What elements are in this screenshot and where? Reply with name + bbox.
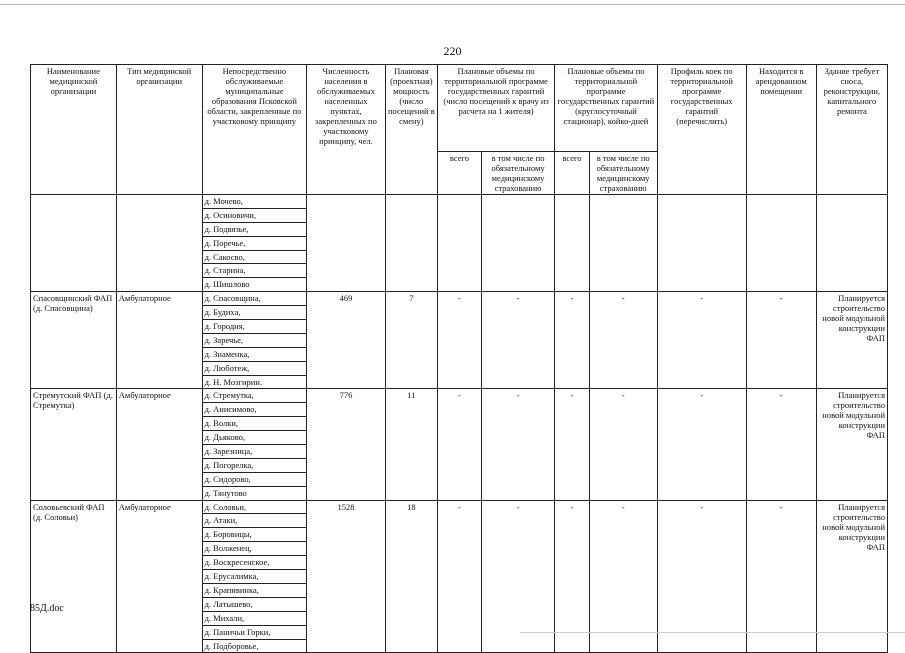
scan-edge-top	[0, 4, 905, 5]
cell-hospital-oms: -	[589, 292, 657, 389]
village-name: д. Н. Мозгирин.	[204, 376, 263, 387]
village-name: д. Зарезница,	[203, 445, 307, 459]
village-name: д. Воскресенское,	[203, 556, 307, 570]
header-bed-profile: Профиль коек по территориальной программе государственных гарантий (перечислить)	[657, 65, 746, 195]
village-name: д. Мочево,	[203, 195, 307, 209]
cell-villages	[202, 500, 307, 653]
cell-capacity: 18	[385, 500, 437, 653]
cell-villages	[202, 389, 307, 500]
village-name: д. Дьяково,	[203, 431, 307, 445]
cell-name	[31, 195, 117, 292]
header-territorial-visits: Плановые объемы по территориальной программе государственных гарантий (число посещений к врачу из расчета на 1 жителя)	[438, 65, 555, 152]
cell-type: Амбулаторное	[116, 292, 202, 389]
header-territorial-hospital: Плановые объемы по территориальной программе государственных гарантий (круглосуточный стационар), койко-дней	[555, 65, 658, 152]
cell-population	[307, 195, 385, 292]
cell-population: 1528	[307, 500, 385, 653]
subheader-visits-total: всего	[438, 152, 482, 195]
subheader-hospital-oms: в том числе по обязательному медицинскому страхованию	[589, 152, 657, 195]
header-building: Здание требует сноса, реконструкции, капитального ремонта	[816, 65, 887, 195]
footer-filename: 85Д.doc	[30, 603, 64, 614]
village-name: д. Сидорово,	[203, 473, 307, 487]
cell-visits-oms: -	[481, 292, 554, 389]
village-name: д. Стремутка,	[203, 389, 307, 403]
cell-visits-total: -	[438, 389, 482, 500]
table-row	[31, 389, 888, 500]
cell-bed-profile: -	[657, 500, 746, 653]
cell-building: Планируется строительство новой модульной конструкции ФАП	[816, 389, 887, 500]
cell-villages	[202, 195, 307, 292]
header-capacity: Плановая (проектная) мощность (число посещений в смену)	[385, 65, 437, 195]
cell-building: Планируется строительство новой модульной конструкции ФАП	[816, 292, 887, 389]
village-name: д. Атаки,	[203, 514, 307, 528]
village-name: д. Люботеж,	[203, 362, 307, 376]
village-name: д. Осиновичи,	[203, 209, 307, 223]
village-name: д. Сакосво,	[203, 251, 307, 265]
cell-hospital-oms	[589, 195, 657, 292]
header-row	[31, 65, 888, 152]
cell-rented	[746, 195, 816, 292]
cell-building: Планируется строительство новой модульной конструкции ФАП	[816, 500, 887, 653]
village-name: д. Будиха,	[203, 306, 307, 320]
facilities-table	[30, 64, 888, 653]
table-row	[31, 195, 888, 292]
cell-population: 776	[307, 389, 385, 500]
village-name: д. Латышево,	[203, 598, 307, 612]
scan-edge-bottom	[520, 632, 905, 633]
village-name: д. Городня,	[203, 320, 307, 334]
village-name: д. Старина,	[203, 264, 307, 278]
village-name: д. Крапивинка,	[203, 584, 307, 598]
village-name: д. Михали,	[203, 612, 307, 626]
cell-hospital-total: -	[555, 389, 590, 500]
village-name: д. Ерусалимка,	[203, 570, 307, 584]
table-row	[31, 292, 888, 389]
cell-visits-total: -	[438, 500, 482, 653]
cell-visits-total	[438, 195, 482, 292]
cell-hospital-total: -	[555, 292, 590, 389]
cell-rented: -	[746, 389, 816, 500]
village-name: д. Волки,	[203, 417, 307, 431]
cell-visits-oms: -	[481, 500, 554, 653]
cell-bed-profile	[657, 195, 746, 292]
village-name: д. Шишлово	[204, 279, 250, 290]
cell-type: Амбулаторное	[116, 500, 202, 653]
cell-name: Спасовщинский ФАП (д. Спасовщина)	[31, 292, 117, 389]
page-number: 220	[443, 44, 462, 58]
cell-rented: -	[746, 292, 816, 389]
village-name: д. Подборовье,	[204, 640, 259, 651]
cell-rented: -	[746, 500, 816, 653]
cell-type: Амбулаторное	[116, 389, 202, 500]
village-name: д. Подвязье,	[203, 223, 307, 237]
cell-villages	[202, 292, 307, 389]
cell-capacity: 11	[385, 389, 437, 500]
header-name: Наименование медицинской организации	[31, 65, 117, 195]
subheader-visits-oms: в том числе по обязательному медицинскому страхованию	[481, 152, 554, 195]
table-body	[31, 195, 888, 653]
cell-capacity: 7	[385, 292, 437, 389]
cell-hospital-total: -	[555, 500, 590, 653]
subheader-hospital-total: всего	[555, 152, 590, 195]
village-name: д. Погорелка,	[203, 459, 307, 473]
village-name: д. Знаменка,	[203, 348, 307, 362]
cell-hospital-oms: -	[589, 389, 657, 500]
village-name: д. Соловьи,	[203, 501, 307, 515]
header-served: Непосредственно обслуживаемые муниципальные образования Псковской области, закрепленные по участковому принципу	[202, 65, 307, 195]
table-row	[31, 500, 888, 653]
cell-name: Стремутский ФАП (д. Стремутка)	[31, 389, 117, 500]
cell-population: 469	[307, 292, 385, 389]
village-name: д. Тянутово	[204, 487, 247, 498]
cell-hospital-total	[555, 195, 590, 292]
cell-capacity	[385, 195, 437, 292]
village-name: д. Заречье,	[203, 334, 307, 348]
village-name: д. Анисимово,	[203, 403, 307, 417]
village-name: д. Поречье,	[203, 237, 307, 251]
header-population: Численность населения в обслуживаемых населенных пунктах, закрепленных по участковому принципу, чел.	[307, 65, 385, 195]
village-name: д. Боровицы,	[203, 528, 307, 542]
cell-building	[816, 195, 887, 292]
cell-name: Соловьевский ФАП (д. Соловьи)	[31, 500, 117, 653]
village-name: д. Спасовщина,	[203, 292, 307, 306]
header-rented: Находится в арендованном помещении	[746, 65, 816, 195]
village-name: д. Паничьи Горки,	[203, 626, 307, 640]
cell-visits-oms	[481, 195, 554, 292]
header-type: Тип медицинской организации	[116, 65, 202, 195]
cell-type	[116, 195, 202, 292]
cell-hospital-oms: -	[589, 500, 657, 653]
cell-visits-total: -	[438, 292, 482, 389]
village-name: д. Волженец,	[203, 542, 307, 556]
cell-visits-oms: -	[481, 389, 554, 500]
cell-bed-profile: -	[657, 389, 746, 500]
cell-bed-profile: -	[657, 292, 746, 389]
